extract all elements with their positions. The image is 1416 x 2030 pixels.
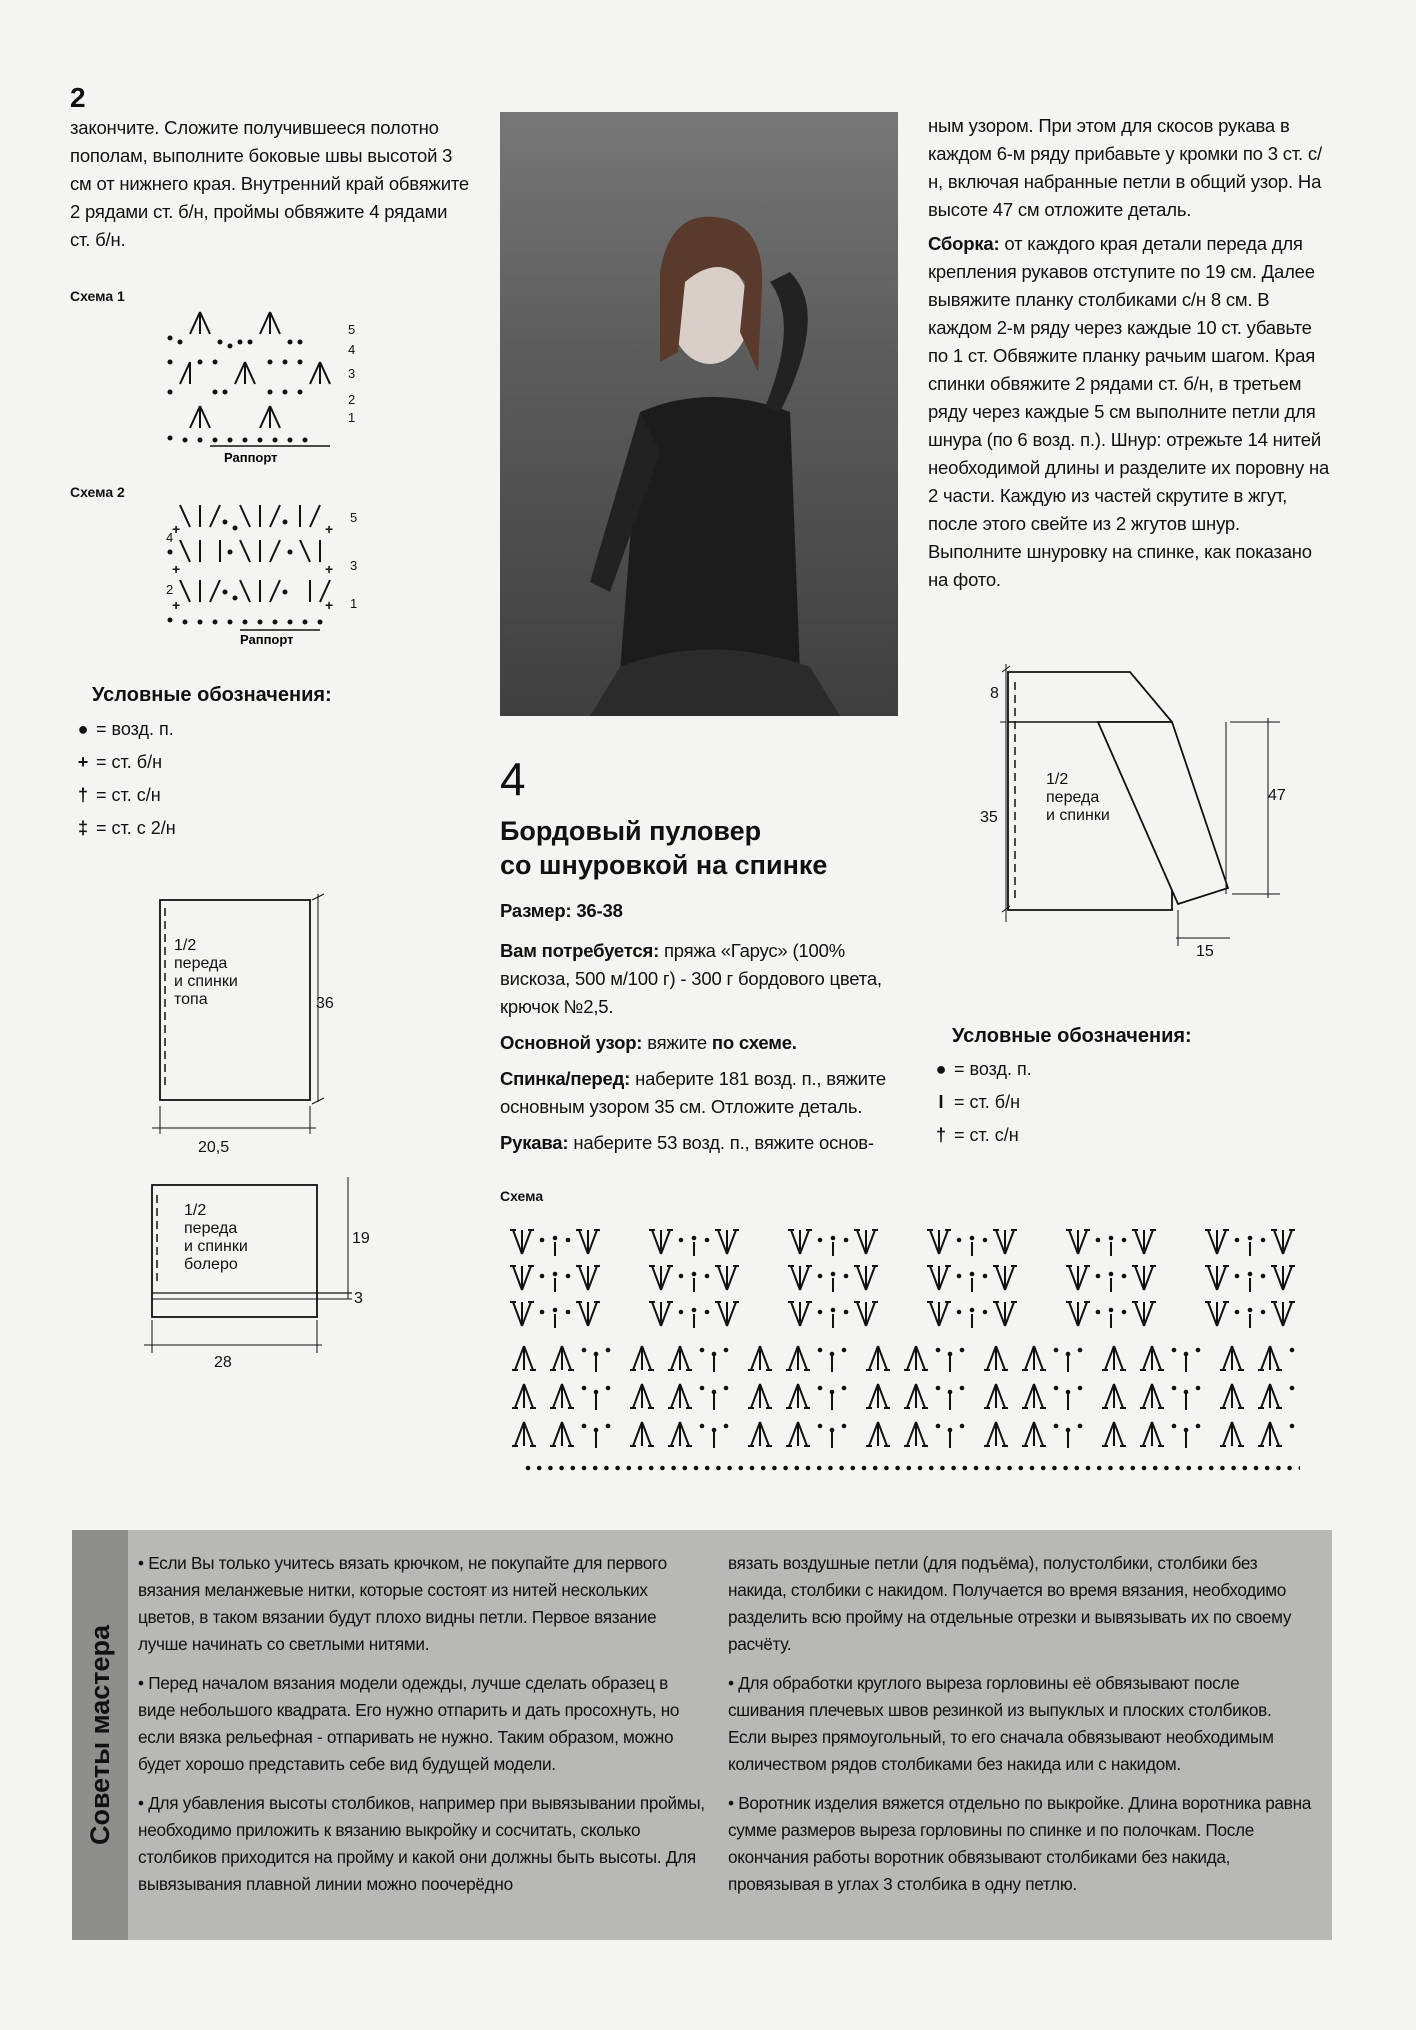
legend2-item: ● = возд. п. (935, 1059, 1032, 1079)
model-number: 4 (500, 753, 526, 805)
back-line: Спинка/перед: наберите 181 возд. п., вяжите основным узором 35 см. Отложите деталь. (500, 1068, 886, 1117)
pattern-top-label-4: топа (174, 991, 208, 1008)
scheme2-rapport: Раппорт (240, 632, 294, 647)
pattern-bolero-band: 3 (354, 1290, 363, 1307)
scheme2-label: Схема 2 (70, 484, 125, 500)
model-title-line1: Бордовый пуловер (500, 816, 762, 846)
tip-item: • Если Вы только учитесь вязать крючком, не покупайте для первого вязания меланжевые нитки, которые состоят из нитей нескольких цветов, в таком вязании будут плохо видны петли. Первое вязание лучше начинать со светлыми нитями. (138, 1553, 667, 1654)
legend2-list (928, 1053, 1032, 1152)
legend-item: † = ст. с/н (77, 785, 161, 805)
tip-item: • Воротник изделия вяжется отдельно по выкройке. Длина воротника равна сумме размеров выреза горловины по спинке и по полочкам. После окончания работы воротник обвязывают столбиками без накида, провязывая в углах 3 столбика в одну петлю. (728, 1793, 1312, 1894)
assembly-text: Сборка: от каждого края детали переда для крепления рукавов отступите по 19 см. Далее вывяжите планку столбиками с/н 8 см. В каждом 2-м ряду через каждые 10 ст. убавьте по 1 ст. Обвяжите планку рачьим шагом. Края спинки обвяжите 2 рядами ст. б/н, в третьем ряду через каждые 5 см выполните петли для шнура (по 6 возд. п.). Шнур: отрежьте 14 нитей необходимой длины и разделите их поровну на 2 части. Каждую из частей скрутите в жгут, после этого свейте из 2 жгутов шнур. Выполните шнуровку на спинке, как показано на фото. (928, 233, 1330, 590)
pattern-pullover-band: 8 (990, 685, 999, 702)
legend-list (70, 713, 176, 845)
legend2-item: I = ст. б/н (938, 1092, 1021, 1112)
model-photo (500, 112, 898, 716)
pattern-bolero-width: 28 (214, 1354, 232, 1371)
pattern-pullover-label-3: и спинки (1046, 807, 1110, 824)
legend-item: ● = возд. п. (77, 719, 174, 739)
model-silhouette (500, 112, 898, 716)
scheme2-diagram (160, 492, 370, 652)
pattern-bolero (140, 1175, 400, 1375)
col3-text (928, 112, 1330, 594)
svg-text:+: + (325, 521, 334, 537)
scheme1-label: Схема 1 (70, 288, 125, 304)
scheme1-row-2: 2 (348, 392, 356, 407)
svg-text:+: + (325, 561, 334, 577)
legend-title: Условные обозначения: (92, 684, 332, 706)
pattern-bolero-label-4: болеро (184, 1256, 238, 1273)
model-description (500, 897, 900, 1157)
scheme1-diagram (160, 306, 370, 466)
pattern-pullover (950, 662, 1310, 962)
legend2-title: Условные обозначения: (952, 1025, 1192, 1047)
pattern-top-height: 36 (316, 995, 334, 1012)
size-line: Размер: 36-38 (500, 900, 623, 921)
pattern-bolero-label-3: и спинки (184, 1238, 248, 1255)
pattern-top-label-2: переда (174, 955, 228, 972)
main-scheme-label: Схема (500, 1188, 544, 1204)
legend-item: + = ст. б/н (77, 752, 163, 772)
page-number: 2 (70, 82, 86, 113)
pattern-pullover-sleeve-w: 15 (1196, 943, 1214, 960)
svg-text:+: + (325, 597, 334, 613)
sleeve-continuation: ным узором. При этом для скосов рукава в каждом 6-м ряду прибавьте у кромки по 3 ст. с/н, включая набранные петли в общий узор. На высоте 47 см отложите деталь. (928, 115, 1322, 220)
tips-side-bar (72, 1530, 128, 1940)
tips-box (72, 1530, 1332, 1940)
sleeve-line: Рукава: наберите 53 возд. п., вяжите основ- (500, 1132, 874, 1153)
scheme2-row-3: 3 (350, 558, 358, 573)
pattern-bolero-height: 19 (352, 1230, 370, 1247)
svg-text:+: + (172, 597, 181, 613)
scheme2-row-1: 1 (350, 596, 358, 611)
main-scheme-diagram (500, 1218, 1300, 1478)
tip-item: • Для убавления высоты столбиков, например при вывязывании проймы, необходимо приложить к вязанию выкройку и сосчитать, сколько столбиков приходится на пройму и какой они должны быть высоты. Для вывязывания плавной линии можно поочерёдно (138, 1793, 705, 1894)
intro-text: закончите. Сложите получившееся полотно пополам, выполните боковые швы высотой 3 см от нижнего края. Внутренний край обвяжите 2 рядами ст. б/н, проймы обвяжите 4 рядами ст. б/н. (70, 117, 470, 250)
pattern-pullover-label-1: 1/2 (1046, 771, 1069, 788)
pattern-bolero-label-1: 1/2 (184, 1202, 207, 1219)
tip-item: • Перед началом вязания модели одежды, лучше сделать образец в виде небольшого квадрата. Его нужно отпарить и дать просохнуть, но если вязка рельефная - отпаривать не нужно. Таким образом, можно будет хорошо представить себе вид будущей модели. (138, 1673, 680, 1774)
scheme1-row-4: 4 (348, 342, 356, 357)
legend-item: ‡ = ст. с 2/н (77, 818, 176, 838)
pattern-pullover-label-2: переда (1046, 789, 1100, 806)
scheme1-rapport: Раппорт (224, 450, 278, 465)
pattern-line: Основной узор: вяжите по схеме. (500, 1032, 797, 1053)
pattern-top (140, 890, 400, 1160)
pattern-pullover-sleeve-len: 47 (1268, 787, 1286, 804)
scheme2-row-5: 5 (350, 510, 358, 525)
pattern-top-label-1: 1/2 (174, 937, 197, 954)
model-title-line2: со шнуровкой на спинке (500, 850, 828, 880)
model-title (500, 814, 827, 882)
scheme2-row-2: 2 (166, 582, 174, 597)
svg-text:+: + (172, 521, 181, 537)
pattern-pullover-height: 35 (980, 809, 998, 826)
pattern-top-width: 20,5 (198, 1139, 230, 1156)
legend2-item: † = ст. с/н (935, 1125, 1019, 1145)
tips-side-title: Советы мастера (85, 1624, 115, 1846)
scheme2-row-4: 4 (166, 530, 174, 545)
need-line: Вам потребуется: пряжа «Гарус» (100% вискоза, 500 м/100 г) - 300 г бордового цвета, крючок №2,5. (500, 940, 882, 1017)
scheme1-row-3: 3 (348, 366, 356, 381)
svg-text:+: + (172, 561, 181, 577)
tips-left-column (138, 1550, 706, 1910)
pattern-top-label-3: и спинки (174, 973, 238, 990)
tip-item: вязать воздушные петли (для подъёма), полустолбики, столбики без накида, столбики с накидом. Получается во время вязания, необходимо разделить всю пройму на отдельные отрезки и вывязывать их по своему расчёту. (728, 1553, 1292, 1654)
pattern-bolero-label-2: переда (184, 1220, 238, 1237)
scheme1-row-1: 1 (348, 410, 356, 425)
tip-item: • Для обработки круглого выреза горловины её обвязывают после сшивания плечевых швов резинкой из выпуклых и плоских столбиков. Если вырез прямоугольный, то его сначала обвязывают необходимым количеством рядов столбиками без накида или с накидом. (728, 1673, 1274, 1774)
tips-right-column (728, 1550, 1312, 1910)
scheme1-row-5: 5 (348, 322, 356, 337)
